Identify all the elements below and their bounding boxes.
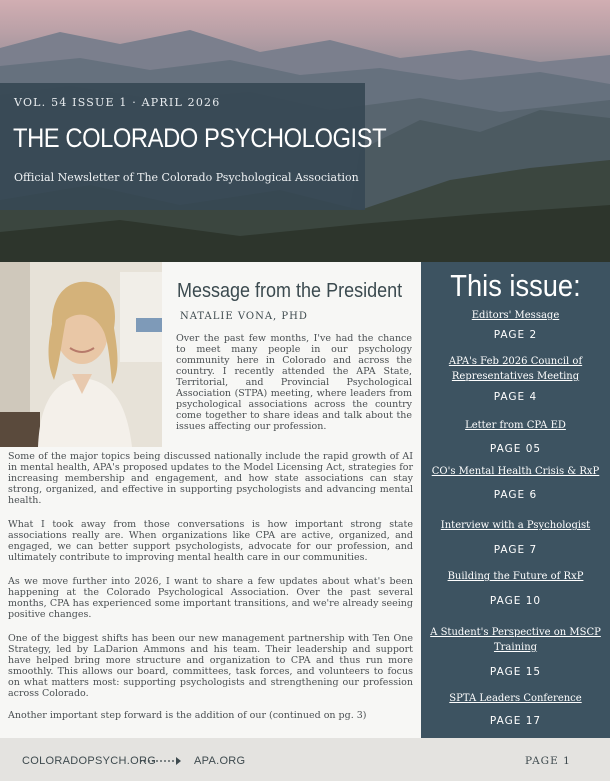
dotted-arrow-icon <box>140 756 182 766</box>
toc-page-number: PAGE 2 <box>493 329 538 341</box>
toc-link-future-rxp[interactable]: Building the Future of RxP <box>447 571 584 582</box>
toc-heading: This issue: <box>450 268 581 303</box>
toc-page-number: PAGE 05 <box>489 443 542 455</box>
toc-link-spta-conference[interactable]: SPTA Leaders Conference <box>449 693 582 704</box>
toc-page-number: PAGE 10 <box>489 595 542 607</box>
article-paragraph: One of the biggest shifts has been our new management partnership with Ten One Strategy, led by LaDarion Ammons and his team. Their leadership and support have helped bring more structure and organization to CPA and thus run more smoothly. This allows our board, committees, task forces, and volunteers to focus on what matters most: supporting psychologists and strengthening our profession across Colorado. <box>8 633 413 699</box>
footer-page-number: PAGE 1 <box>525 755 571 767</box>
toc-link-interview[interactable]: Interview with a Psychologist <box>440 520 591 531</box>
issue-volume-date: VOL. 54 ISSUE 1 · APRIL 2026 <box>14 96 221 109</box>
article-paragraph: Some of the major topics being discussed nationally include the rapid growth of AI in mental health, APA's proposed updates to the Model Licensing Act, strategies for increasing membership and engagement, and how state associations can stay strong, organized, and effective in supporting psychologists and advancing mental health. <box>8 451 413 506</box>
article-byline: NATALIE VONA, PHD <box>180 311 308 322</box>
footer-link-apa[interactable]: APA.ORG <box>194 755 246 767</box>
toc-page-number: PAGE 15 <box>489 666 542 678</box>
article-intro-paragraph: Over the past few months, I've had the chance to meet many people in our psychology community here in Colorado and across the country. I recently attended the APA State, Territorial, and Provincial Psychological Association (STPA) meeting, where leaders from psychological associations across the country come together to share ideas and talk about the issues affecting our profession. <box>176 333 412 432</box>
toc-link-apa-council[interactable]: APA's Feb 2026 Council of Representatives Meeting <box>448 356 583 382</box>
toc-page-number: PAGE 4 <box>493 391 538 403</box>
president-photo <box>0 262 162 447</box>
article-continued-paragraph: Another important step forward is the addition of our (continued on pg. 3) <box>8 710 367 721</box>
footer-link-coloradopsych[interactable]: COLORADOPSYCH.ORG <box>22 755 157 767</box>
masthead-banner <box>0 83 387 210</box>
article-paragraph: What I took away from those conversations is how important strong state associations really are. When organizations like CPA are active, organized, and engaged, we can better support psychologists, advocate for our profession, and ultimately contribute to improving mental health care in our communities. <box>8 519 413 563</box>
toc-link-mental-health-crisis[interactable]: CO's Mental Health Crisis & RxP <box>431 466 600 477</box>
toc-link-editors-message[interactable]: Editors' Message <box>471 310 560 321</box>
newsletter-subtitle: Official Newsletter of The Colorado Psychological Association <box>14 171 359 184</box>
page-footer <box>0 738 610 781</box>
toc-page-number: PAGE 6 <box>493 489 538 501</box>
newsletter-title: THE COLORADO PSYCHOLOGIST <box>13 123 387 153</box>
article-title: Message from the President <box>177 280 403 302</box>
toc-page-number: PAGE 7 <box>493 544 538 556</box>
toc-page-number: PAGE 17 <box>489 715 542 727</box>
toc-link-student-perspective[interactable]: A Student's Perspective on MSCP Training <box>430 627 601 653</box>
table-of-contents-sidebar <box>421 262 610 738</box>
article-paragraph: As we move further into 2026, I want to share a few updates about what's been happening at the Colorado Psychological Association. Over the past several months, CPA has experienced some important transitions, and we're already seeing positive changes. <box>8 576 413 620</box>
toc-link-letter-from-ed[interactable]: Letter from CPA ED <box>465 420 566 431</box>
